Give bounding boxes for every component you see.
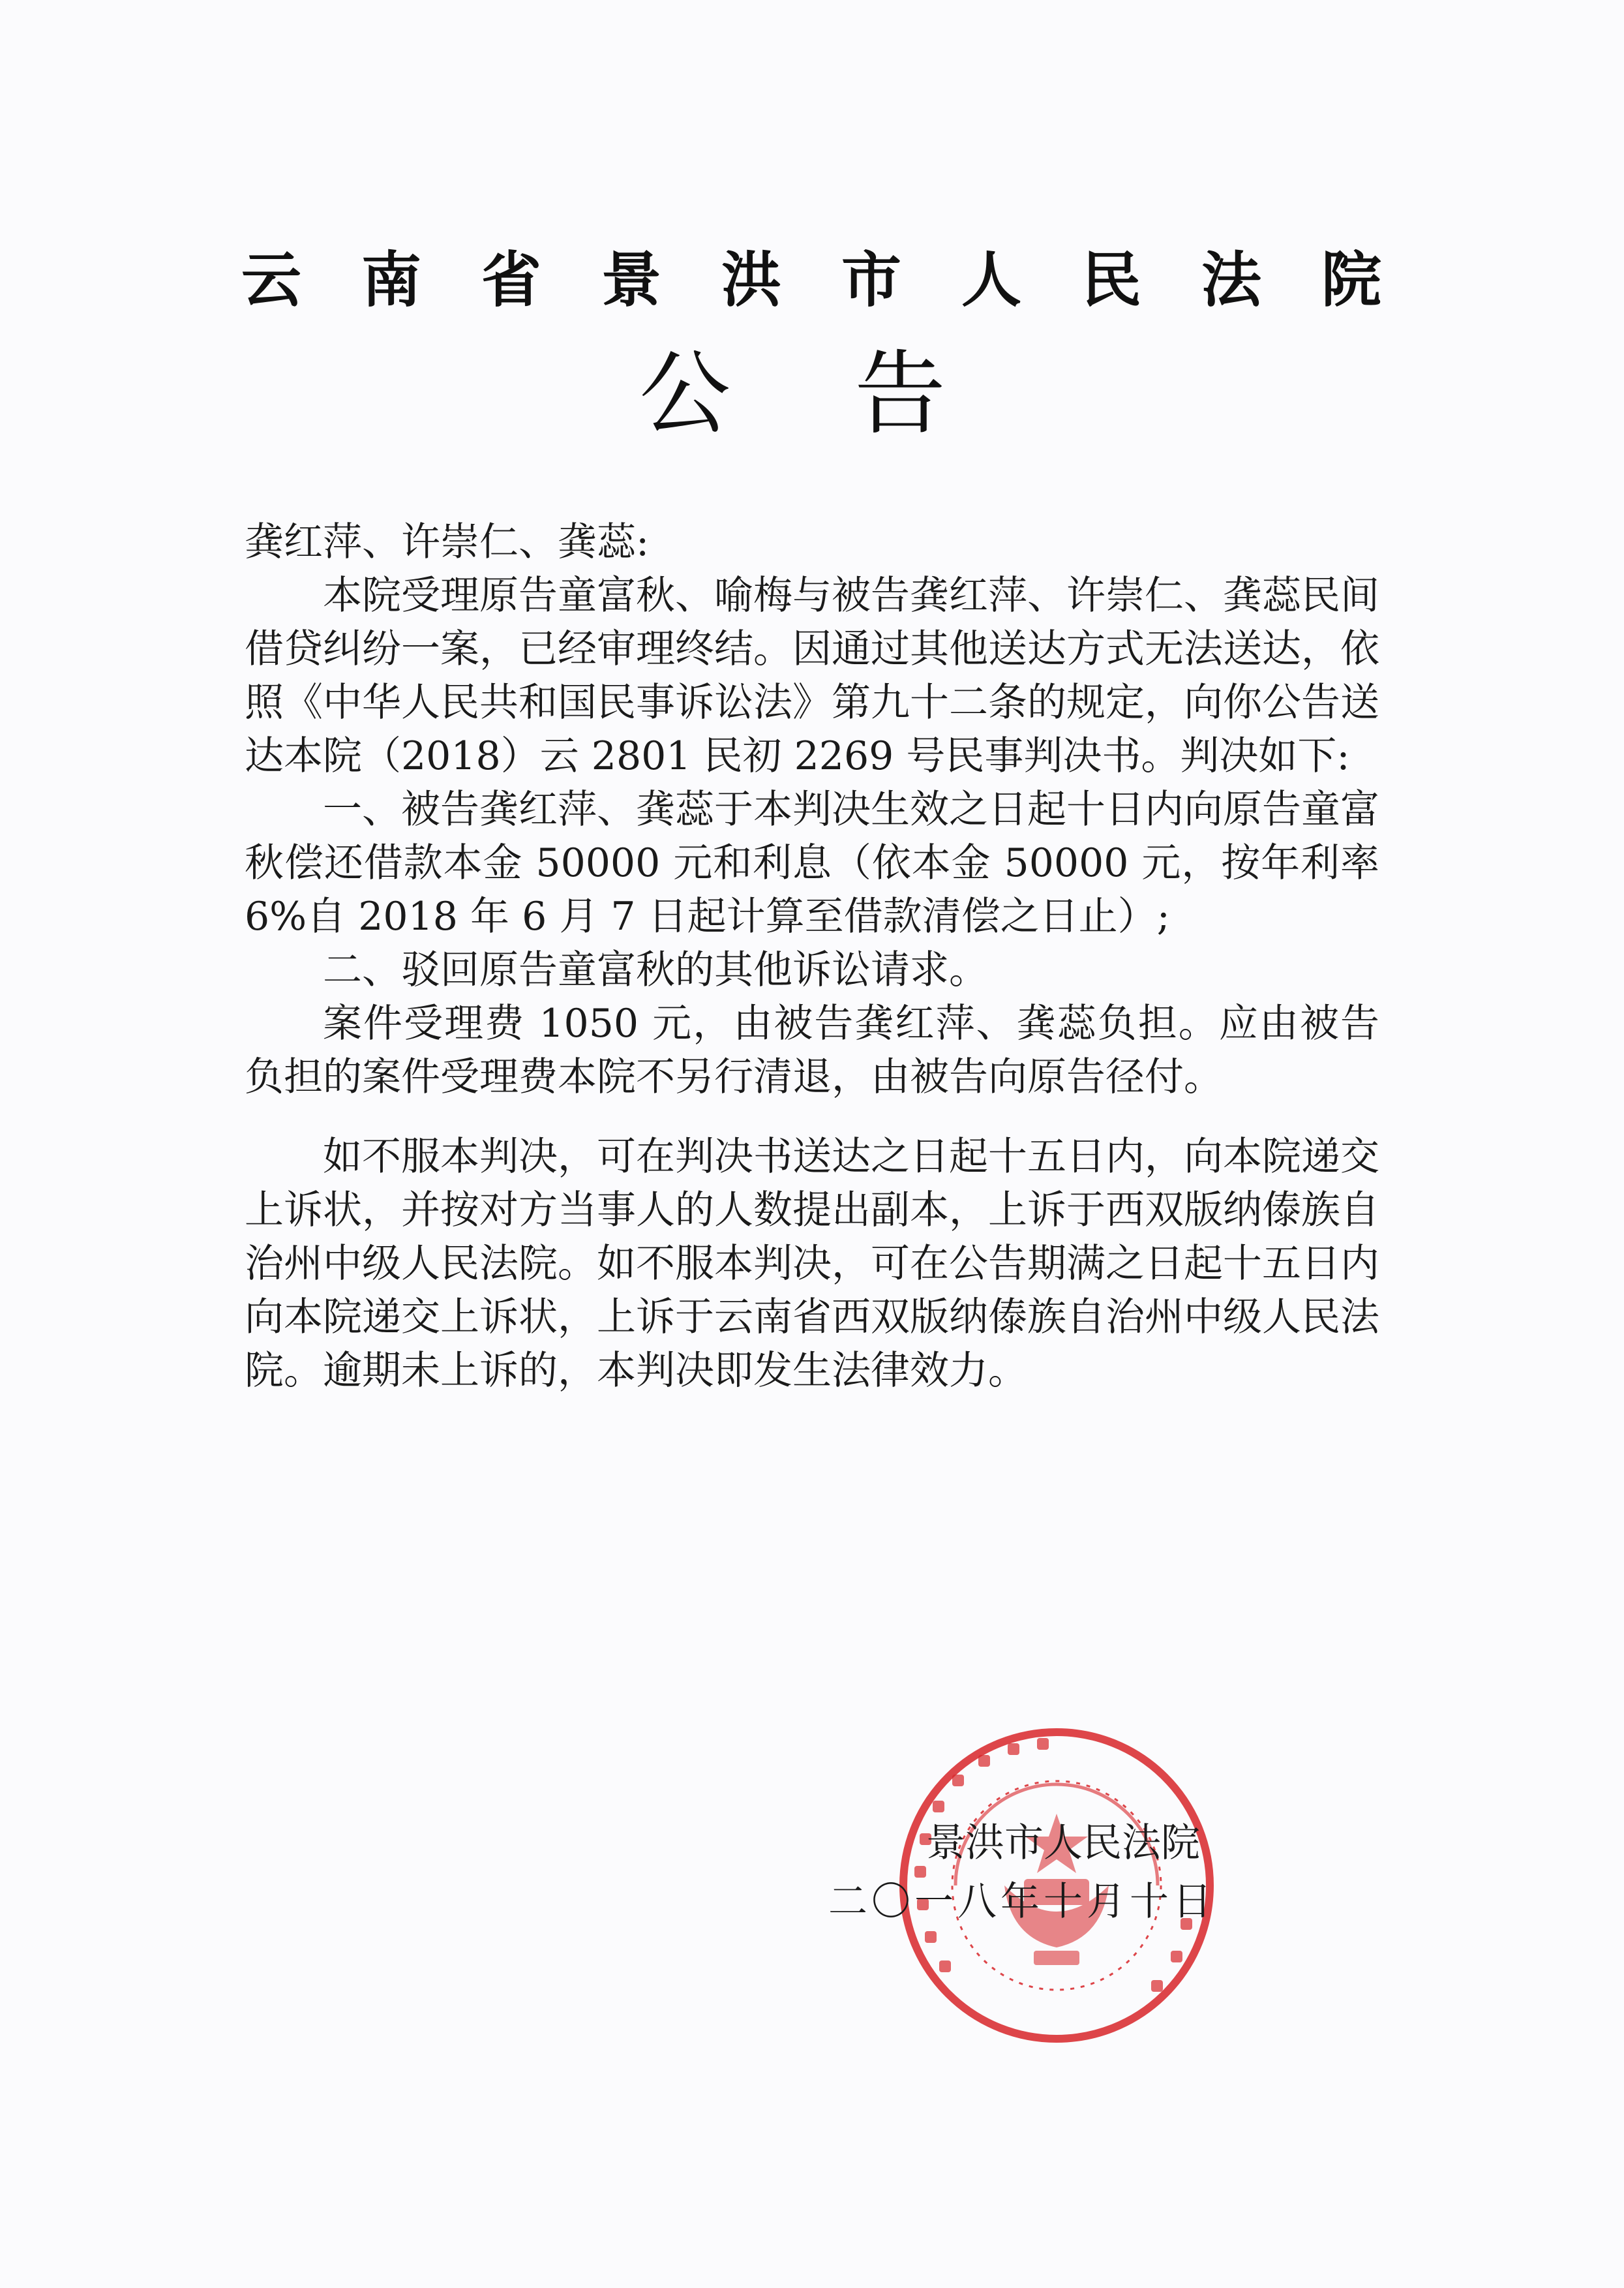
signature-block bbox=[828, 1814, 1285, 1931]
paragraph-court-fee: 案件受理费 1050 元，由被告龚红萍、龚蕊负担。应由被告负担的案件受理费本院不另行清退，由被告向原告径付。 bbox=[245, 1001, 1379, 1100]
paragraph-judgment-item-1: 一、被告龚红萍、龚蕊于本判决生效之日起十日内向原告童富秋偿还借款本金 50000 元和利息（依本金 50000 元，按年利率 6%自 2018 年 6 月 7 日起计算至借款清偿之日止）; bbox=[245, 787, 1379, 939]
signature-date: 二〇一八年十月十日 bbox=[828, 1879, 1216, 1925]
signature-court-name: 景洪市人民法院 bbox=[926, 1820, 1200, 1866]
notice-title: 公告 bbox=[639, 341, 1070, 448]
notice-body bbox=[245, 515, 1379, 1397]
paragraph-judgment-item-2: 二、驳回原告童富秋的其他诉讼请求。 bbox=[323, 947, 988, 993]
court-title: 云南省景洪市人民法院 bbox=[241, 245, 1442, 315]
paragraph-case-summary: 本院受理原告童富秋、喻梅与被告龚红萍、许崇仁、龚蕊民间借贷纠纷一案，已经审理终结。因通过其他送达方式无法送达，依照《中华人民共和国民事诉讼法》第九十二条的规定，向你公告送达本院（2018）云 2801 民初 2269 号民事判决书。判决如下: bbox=[245, 573, 1379, 779]
paragraph-appeal-notice: 如不服本判决，可在判决书送达之日起十五日内，向本院递交上诉状，并按对方当事人的人数提出副本，上诉于西双版纳傣族自治州中级人民法院。如不服本判决，可在公告期满之日起十五日内向本院递交上诉状，上诉于云南省西双版纳傣族自治州中级人民法院。逾期未上诉的，本判决即发生法律效力。 bbox=[245, 1134, 1379, 1394]
addressee: 龚红萍、许崇仁、龚蕊: bbox=[245, 519, 650, 565]
